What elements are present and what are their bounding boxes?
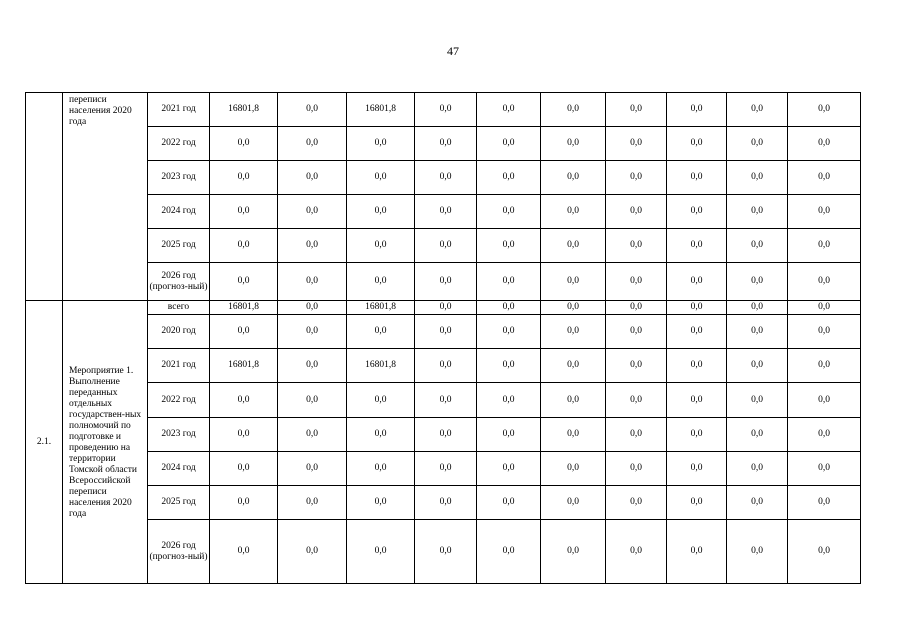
value-cell: 0,0 — [210, 418, 278, 452]
value-cell: 0,0 — [541, 452, 606, 486]
value-cell: 0,0 — [415, 195, 477, 229]
value-cell: 16801,8 — [210, 301, 278, 315]
value-cell: 0,0 — [788, 520, 861, 584]
table-row — [26, 418, 861, 452]
value-cell: 0,0 — [667, 520, 727, 584]
value-cell: 0,0 — [667, 486, 727, 520]
value-cell: 0,0 — [727, 229, 788, 263]
value-cell: 0,0 — [606, 315, 667, 349]
value-cell: 0,0 — [210, 127, 278, 161]
value-cell: 0,0 — [788, 93, 861, 127]
value-cell: 0,0 — [541, 195, 606, 229]
value-cell: 0,0 — [727, 315, 788, 349]
item-number: 2.1. — [26, 301, 63, 584]
value-cell: 0,0 — [210, 161, 278, 195]
year-cell: всего — [148, 301, 210, 315]
value-cell: 0,0 — [278, 229, 347, 263]
value-cell: 0,0 — [210, 520, 278, 584]
value-cell: 0,0 — [477, 93, 541, 127]
year-cell: 2026 год (прогноз-ный) — [148, 520, 210, 584]
value-cell: 0,0 — [541, 93, 606, 127]
value-cell: 0,0 — [210, 452, 278, 486]
value-cell: 0,0 — [415, 315, 477, 349]
value-cell: 0,0 — [727, 161, 788, 195]
value-cell: 0,0 — [541, 486, 606, 520]
table-row — [26, 93, 861, 127]
value-cell: 0,0 — [788, 127, 861, 161]
value-cell: 0,0 — [347, 418, 415, 452]
value-cell: 0,0 — [278, 349, 347, 383]
value-cell: 0,0 — [606, 229, 667, 263]
value-cell: 0,0 — [278, 452, 347, 486]
value-cell: 0,0 — [606, 349, 667, 383]
value-cell: 0,0 — [415, 349, 477, 383]
value-cell: 0,0 — [347, 263, 415, 301]
value-cell: 0,0 — [606, 383, 667, 418]
value-cell: 0,0 — [606, 486, 667, 520]
value-cell: 0,0 — [606, 520, 667, 584]
value-cell: 0,0 — [667, 161, 727, 195]
value-cell: 0,0 — [477, 418, 541, 452]
value-cell: 0,0 — [347, 383, 415, 418]
value-cell: 0,0 — [347, 486, 415, 520]
value-cell: 0,0 — [541, 263, 606, 301]
page-number: 47 — [447, 44, 459, 58]
value-cell: 0,0 — [727, 383, 788, 418]
value-cell: 0,0 — [788, 486, 861, 520]
value-cell: 0,0 — [278, 486, 347, 520]
value-cell: 0,0 — [541, 127, 606, 161]
value-cell: 0,0 — [278, 127, 347, 161]
value-cell: 0,0 — [727, 418, 788, 452]
value-cell: 0,0 — [727, 452, 788, 486]
value-cell: 0,0 — [606, 195, 667, 229]
value-cell: 0,0 — [788, 229, 861, 263]
value-cell: 0,0 — [667, 418, 727, 452]
year-cell: 2024 год — [148, 452, 210, 486]
value-cell: 0,0 — [727, 301, 788, 315]
value-cell: 0,0 — [541, 161, 606, 195]
year-cell: 2025 год — [148, 486, 210, 520]
value-cell: 0,0 — [278, 418, 347, 452]
value-cell: 0,0 — [347, 520, 415, 584]
value-cell: 0,0 — [667, 349, 727, 383]
value-cell: 0,0 — [727, 520, 788, 584]
value-cell: 16801,8 — [347, 301, 415, 315]
year-cell: 2022 год — [148, 383, 210, 418]
year-cell: 2023 год — [148, 161, 210, 195]
value-cell: 0,0 — [278, 520, 347, 584]
value-cell: 0,0 — [727, 263, 788, 301]
value-cell: 16801,8 — [210, 349, 278, 383]
value-cell: 0,0 — [415, 263, 477, 301]
value-cell: 0,0 — [210, 263, 278, 301]
table-row — [26, 195, 861, 229]
value-cell: 16801,8 — [347, 93, 415, 127]
value-cell: 0,0 — [278, 263, 347, 301]
table-row — [26, 486, 861, 520]
value-cell: 0,0 — [541, 349, 606, 383]
value-cell: 0,0 — [477, 195, 541, 229]
item-number — [26, 93, 63, 301]
value-cell: 0,0 — [415, 418, 477, 452]
value-cell: 0,0 — [347, 452, 415, 486]
value-cell: 0,0 — [477, 301, 541, 315]
value-cell: 0,0 — [278, 383, 347, 418]
value-cell: 0,0 — [788, 418, 861, 452]
value-cell: 0,0 — [606, 93, 667, 127]
value-cell: 0,0 — [667, 195, 727, 229]
value-cell: 0,0 — [667, 263, 727, 301]
value-cell: 0,0 — [415, 452, 477, 486]
table-row — [26, 315, 861, 349]
value-cell: 0,0 — [541, 315, 606, 349]
item-name: переписи населения 2020 года — [63, 93, 148, 301]
value-cell: 0,0 — [415, 229, 477, 263]
value-cell: 0,0 — [788, 383, 861, 418]
value-cell: 0,0 — [541, 520, 606, 584]
year-cell: 2022 год — [148, 127, 210, 161]
value-cell: 0,0 — [788, 161, 861, 195]
value-cell: 0,0 — [415, 520, 477, 584]
table-row — [26, 127, 861, 161]
value-cell: 0,0 — [210, 195, 278, 229]
value-cell: 0,0 — [788, 301, 861, 315]
value-cell: 0,0 — [477, 452, 541, 486]
value-cell: 0,0 — [667, 127, 727, 161]
value-cell: 0,0 — [210, 383, 278, 418]
value-cell: 0,0 — [541, 383, 606, 418]
table-row — [26, 229, 861, 263]
value-cell: 0,0 — [788, 452, 861, 486]
value-cell: 0,0 — [210, 229, 278, 263]
value-cell: 0,0 — [415, 486, 477, 520]
value-cell: 0,0 — [606, 452, 667, 486]
value-cell: 0,0 — [210, 486, 278, 520]
value-cell: 0,0 — [727, 486, 788, 520]
table-row — [26, 452, 861, 486]
table-row — [26, 301, 861, 315]
value-cell: 0,0 — [347, 127, 415, 161]
value-cell: 0,0 — [477, 127, 541, 161]
value-cell: 0,0 — [477, 229, 541, 263]
table-row — [26, 161, 861, 195]
value-cell: 0,0 — [347, 229, 415, 263]
value-cell: 0,0 — [477, 486, 541, 520]
value-cell: 0,0 — [541, 229, 606, 263]
year-cell: 2023 год — [148, 418, 210, 452]
table-row — [26, 263, 861, 301]
value-cell: 0,0 — [788, 315, 861, 349]
value-cell: 0,0 — [606, 263, 667, 301]
value-cell: 0,0 — [415, 93, 477, 127]
table-row — [26, 383, 861, 418]
value-cell: 0,0 — [477, 161, 541, 195]
value-cell: 0,0 — [477, 349, 541, 383]
year-cell: 2025 год — [148, 229, 210, 263]
value-cell: 0,0 — [667, 301, 727, 315]
value-cell: 0,0 — [727, 127, 788, 161]
value-cell: 0,0 — [667, 383, 727, 418]
budget-table — [25, 92, 861, 584]
table-row — [26, 349, 861, 383]
value-cell: 0,0 — [606, 127, 667, 161]
item-name: Мероприятие 1. Выполнение переданных отдельных государствен-ных полномочий по подготовке и проведению на территории Томской области Всероссийской переписи населения 2020 года — [63, 301, 148, 584]
value-cell: 0,0 — [477, 383, 541, 418]
value-cell: 0,0 — [347, 315, 415, 349]
value-cell: 0,0 — [477, 520, 541, 584]
value-cell: 0,0 — [727, 93, 788, 127]
value-cell: 0,0 — [347, 195, 415, 229]
value-cell: 0,0 — [278, 195, 347, 229]
value-cell: 0,0 — [667, 452, 727, 486]
value-cell: 0,0 — [278, 301, 347, 315]
year-cell: 2026 год (прогноз-ный) — [148, 263, 210, 301]
value-cell: 0,0 — [667, 229, 727, 263]
value-cell: 0,0 — [477, 263, 541, 301]
table-row — [26, 520, 861, 584]
value-cell: 0,0 — [415, 127, 477, 161]
value-cell: 0,0 — [415, 161, 477, 195]
value-cell: 16801,8 — [210, 93, 278, 127]
value-cell: 0,0 — [210, 315, 278, 349]
year-cell: 2021 год — [148, 349, 210, 383]
value-cell: 0,0 — [606, 418, 667, 452]
value-cell: 0,0 — [788, 349, 861, 383]
value-cell: 0,0 — [667, 315, 727, 349]
value-cell: 0,0 — [541, 301, 606, 315]
value-cell: 0,0 — [727, 349, 788, 383]
value-cell: 0,0 — [727, 195, 788, 229]
value-cell: 0,0 — [788, 263, 861, 301]
value-cell: 0,0 — [477, 315, 541, 349]
year-cell: 2024 год — [148, 195, 210, 229]
value-cell: 0,0 — [347, 161, 415, 195]
value-cell: 0,0 — [541, 418, 606, 452]
value-cell: 0,0 — [278, 93, 347, 127]
value-cell: 0,0 — [606, 301, 667, 315]
year-cell: 2020 год — [148, 315, 210, 349]
value-cell: 0,0 — [415, 383, 477, 418]
value-cell: 0,0 — [788, 195, 861, 229]
value-cell: 16801,8 — [347, 349, 415, 383]
value-cell: 0,0 — [415, 301, 477, 315]
value-cell: 0,0 — [278, 161, 347, 195]
value-cell: 0,0 — [606, 161, 667, 195]
value-cell: 0,0 — [278, 315, 347, 349]
value-cell: 0,0 — [667, 93, 727, 127]
year-cell: 2021 год — [148, 93, 210, 127]
